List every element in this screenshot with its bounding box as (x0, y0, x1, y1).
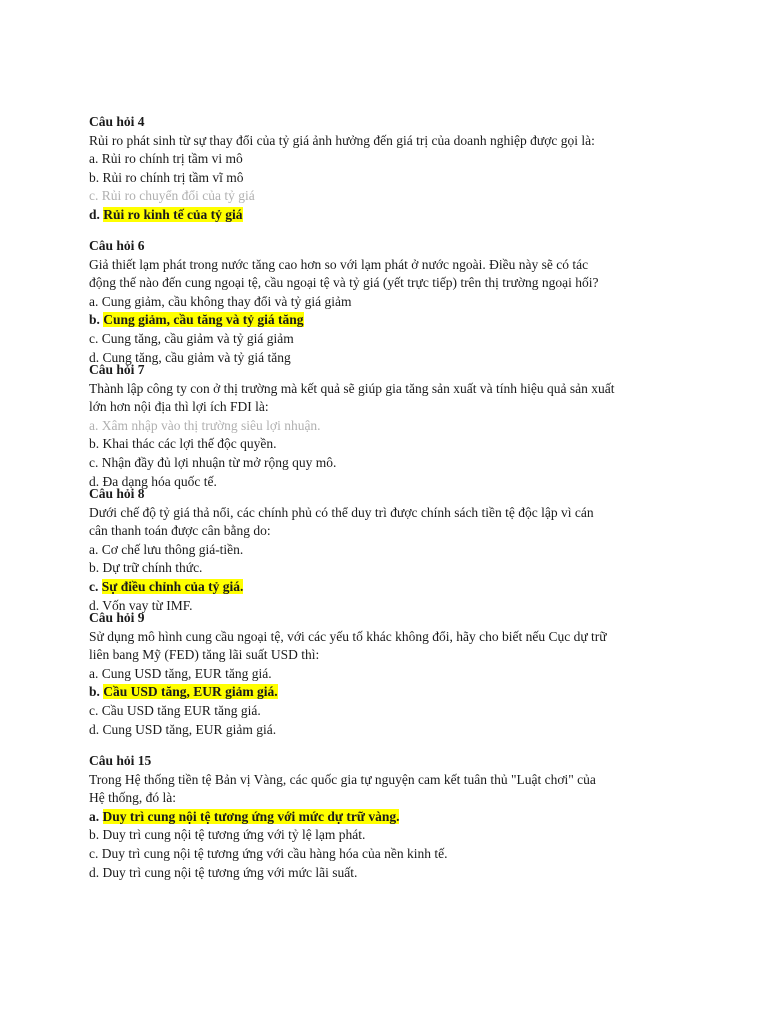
answer-option: c. Cung tăng, cầu giảm và tỷ giá giảm (89, 330, 294, 346)
question-block (89, 237, 689, 367)
answer-option: b. Dự trữ chính thức. (89, 560, 203, 576)
question-title: Câu hỏi 6 (89, 238, 145, 253)
answer-option-highlighted: b. Cầu USD tăng, EUR giảm giá. (89, 684, 278, 700)
question-block (89, 485, 689, 615)
answer-option: d. Đa dạng hóa quốc tế. (89, 473, 217, 489)
question-title: Câu hỏi 15 (89, 753, 152, 768)
answer-option-highlighted: c. Sự điều chỉnh của tỷ giá. (89, 578, 244, 594)
answer-option: b. Khai thác các lợi thế độc quyền. (89, 436, 277, 452)
question-title: Câu hỏi 8 (89, 486, 145, 501)
answer-option-highlighted: d. Rủi ro kinh tế của tỷ giá (89, 206, 243, 222)
question-stem: động thế nào đến cung ngoại tệ, cầu ngoại tệ và tỷ giá (yết trực tiếp) trên thị trường ngoại hối? (89, 275, 599, 291)
answer-option: b. Rủi ro chính trị tầm vĩ mô (89, 169, 244, 185)
answer-option: d. Vốn vay từ IMF. (89, 597, 193, 613)
question-title: Câu hỏi 9 (89, 610, 145, 625)
answer-option: a. Cơ chế lưu thông giá-tiền. (89, 541, 244, 557)
answer-option: a. Cung USD tăng, EUR tăng giá. (89, 665, 272, 681)
answer-option: d. Cung USD tăng, EUR giảm giá. (89, 721, 277, 737)
question-stem: Sử dụng mô hình cung cầu ngoại tệ, với các yếu tố khác không đổi, hãy cho biết nếu Cục dự trữ (89, 628, 607, 644)
answer-option: b. Duy trì cung nội tệ tương ứng với tỷ lệ lạm phát. (89, 827, 366, 843)
question-block (89, 113, 689, 225)
question-stem: Dưới chế độ tỷ giá thả nổi, các chính phủ có thể duy trì được chính sách tiền tệ độc lập vì cán (89, 504, 594, 520)
question-block (89, 609, 689, 739)
question-stem: Trong Hệ thống tiền tệ Bản vị Vàng, các quốc gia tự nguyện cam kết tuân thủ "Luật chơi" của (89, 771, 596, 787)
answer-option: c. Duy trì cung nội tệ tương ứng với cầu hàng hóa của nền kinh tế. (89, 845, 448, 861)
question-stem: liên bang Mỹ (FED) tăng lãi suất USD thì: (89, 647, 320, 663)
question-stem: cân thanh toán được cân bằng do: (89, 523, 271, 539)
answer-option-faded: a. Xâm nhập vào thị trường siêu lợi nhuận. (89, 417, 321, 433)
question-title: Câu hỏi 7 (89, 362, 145, 377)
question-stem: Rủi ro phát sinh từ sự thay đổi của tỷ giá ảnh hưởng đến giá trị của doanh nghiệp được gọi là: (89, 132, 595, 148)
answer-option: a. Cung giảm, cầu không thay đổi và tỷ giá giảm (89, 293, 352, 309)
question-block (89, 361, 689, 491)
answer-option-highlighted: a. Duy trì cung nội tệ tương ứng với mức dự trữ vàng. (89, 808, 400, 824)
question-title: Câu hỏi 4 (89, 114, 145, 129)
question-stem: Thành lập công ty con ở thị trường mà kết quả sẽ giúp gia tăng sản xuất và tính hiệu quả sản xuất (89, 380, 615, 396)
answer-option-faded: c. Rủi ro chuyển đổi của tỷ giá (89, 188, 255, 204)
answer-option-highlighted: b. Cung giảm, cầu tăng và tỷ giá tăng (89, 312, 304, 328)
answer-option: c. Cầu USD tăng EUR tăng giá. (89, 702, 261, 718)
answer-option: a. Rủi ro chính trị tầm vi mô (89, 151, 243, 167)
question-stem: Giả thiết lạm phát trong nước tăng cao hơn so với lạm phát ở nước ngoài. Điều này sẽ có tác (89, 256, 589, 272)
question-stem: Hệ thống, đó là: (89, 790, 176, 806)
question-block (89, 752, 689, 882)
answer-option: c. Nhận đầy đủ lợi nhuận từ mở rộng quy mô. (89, 454, 337, 470)
answer-option: d. Cung tăng, cầu giảm và tỷ giá tăng (89, 349, 291, 365)
question-stem: lớn hơn nội địa thì lợi ích FDI là: (89, 399, 269, 415)
answer-option: d. Duy trì cung nội tệ tương ứng với mức lãi suất. (89, 864, 358, 880)
